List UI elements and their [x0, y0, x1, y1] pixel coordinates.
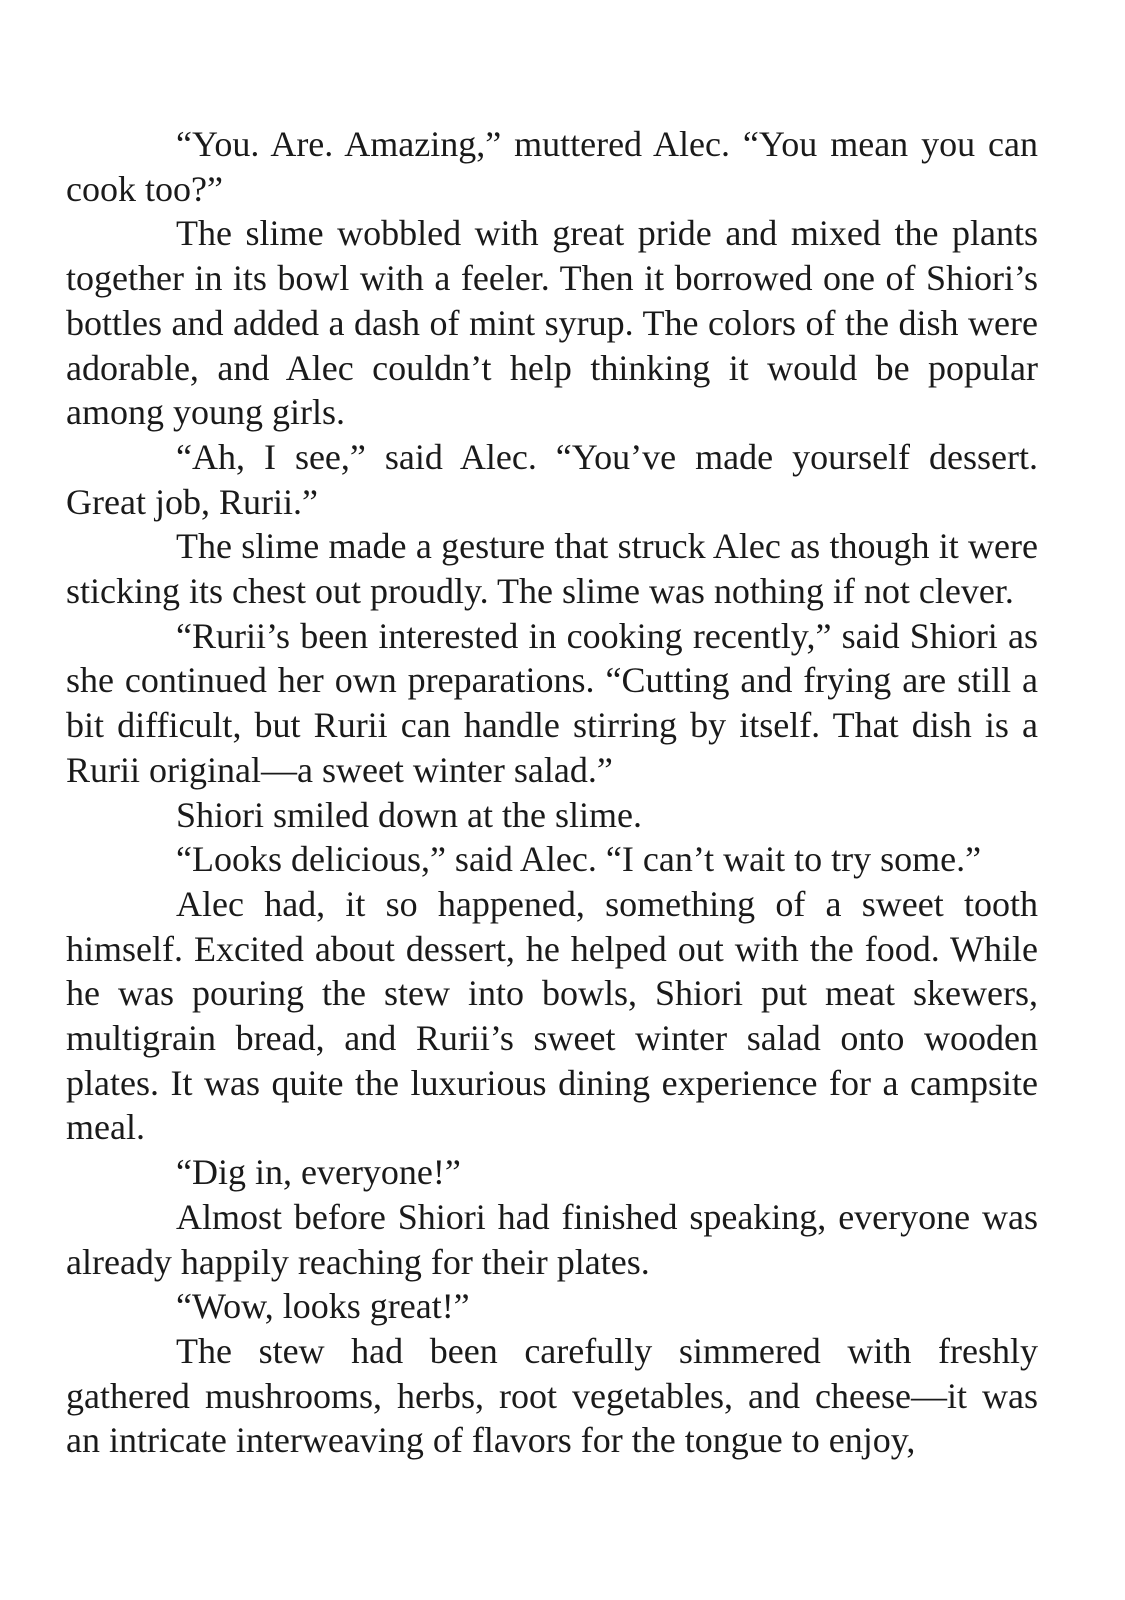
- paragraph: “Ah, I see,” said Alec. “You’ve made yourself dessert. Great job, Rurii.”: [66, 436, 1038, 522]
- paragraph: Almost before Shiori had finished speaking, everyone was already happily reaching for their plates.: [66, 1196, 1038, 1282]
- paragraph: The slime wobbled with great pride and mixed the plants together in its bowl with a feeler. Then it borrowed one of Shiori’s bottles and added a dash of mint syrup. The colors of the dish were adorable, and Alec couldn’t help thinking it would be popular among young girls.: [66, 213, 1038, 433]
- paragraph: “You. Are. Amazing,” muttered Alec. “You mean you can cook too?”: [66, 124, 1038, 209]
- paragraph: The stew had been carefully simmered with freshly gathered mushrooms, herbs, root vegetables, and cheese—it was an intricate interweaving of flavors for the tongue to enjoy,: [66, 1330, 1038, 1461]
- paragraph: Alec had, it so happened, something of a sweet tooth himself. Excited about dessert, he helped out with the food. While he was pouring the stew into bowls, Shiori put meat skewers, multigrain bread, and Rurii’s sweet winter salad onto wooden plates. It was quite the luxurious dining experience for a campsite meal.: [66, 883, 1038, 1148]
- paragraph: “Wow, looks great!”: [176, 1286, 470, 1327]
- paragraph: “Dig in, everyone!”: [176, 1152, 461, 1193]
- book-page: [66, 122, 1038, 1463]
- paragraph: The slime made a gesture that struck Alec as though it were sticking its chest out proudly. The slime was nothing if not clever.: [66, 526, 1038, 612]
- paragraph: Shiori smiled down at the slime.: [176, 794, 642, 835]
- paragraph: “Looks delicious,” said Alec. “I can’t wait to try some.”: [176, 839, 982, 880]
- paragraph: “Rurii’s been interested in cooking recently,” said Shiori as she continued her own preparations. “Cutting and frying are still a bit difficult, but Rurii can handle stirring by itself. That dish is a Rurii original—a sweet winter salad.”: [66, 615, 1038, 790]
